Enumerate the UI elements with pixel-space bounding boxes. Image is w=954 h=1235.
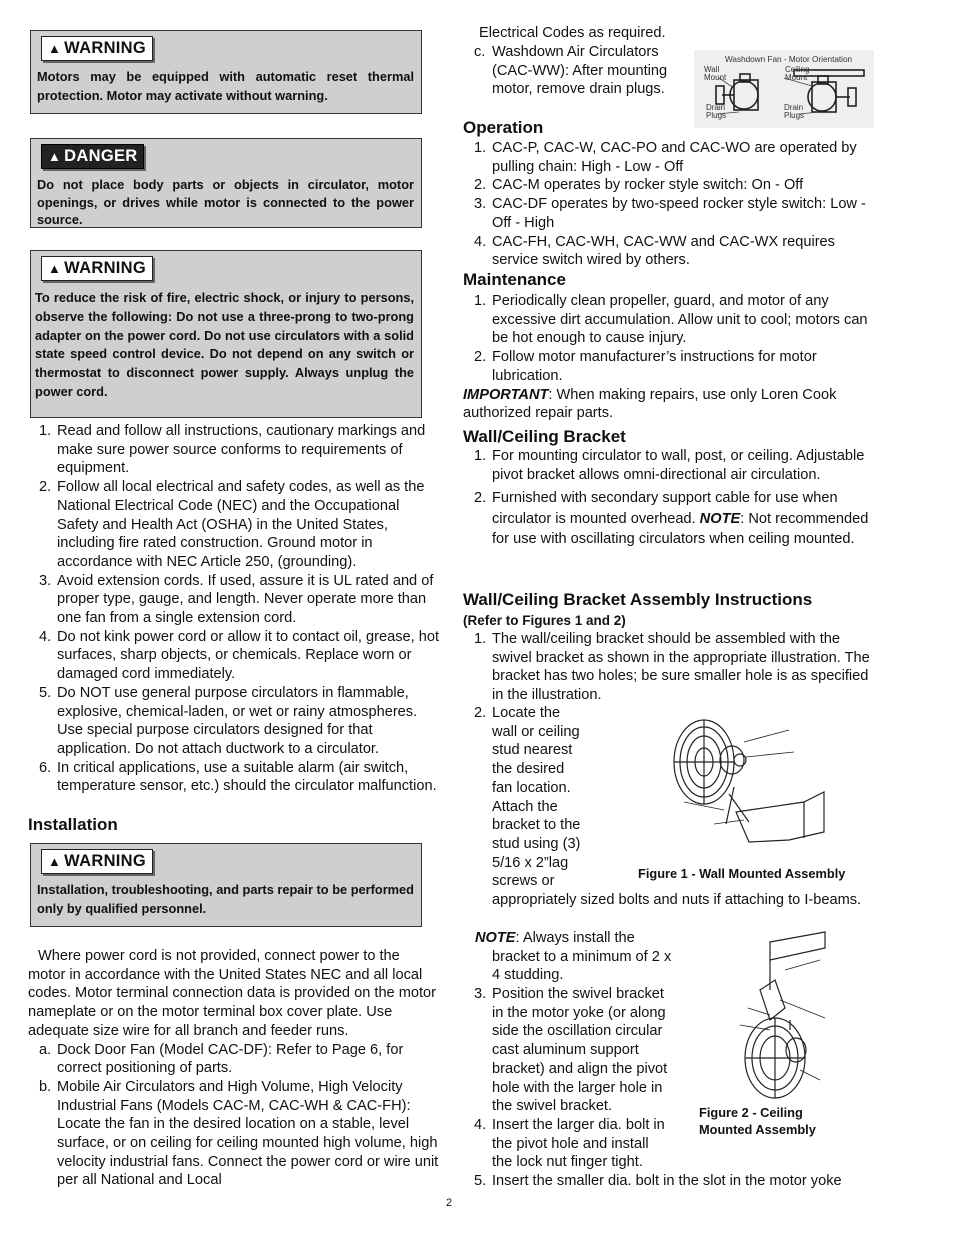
warning-triangle-icon: ▲ — [48, 261, 62, 276]
text-line: the swivel bracket. — [492, 1098, 613, 1115]
operation-item: 3. CAC-DF operates by two-speed rocker style switch: Low - Off - High — [474, 196, 866, 231]
drain-plugs-label: Drain Plugs — [706, 103, 727, 120]
warning-triangle-icon: ▲ — [48, 854, 62, 869]
text-line: 5/16 x 2”lag — [492, 854, 569, 871]
drain-plugs-label: Drain Plugs — [784, 103, 805, 120]
maintenance-list — [463, 292, 873, 423]
text-line: Locate the — [492, 705, 561, 721]
text-line: screws or — [492, 873, 555, 890]
item-c-number: c. — [474, 44, 486, 60]
text-line: hole with the larger hole in — [492, 1079, 663, 1096]
warning-label: ▲ WARNING — [41, 849, 153, 874]
maintenance-item: 1. Periodically clean propeller, guard, and motor of any excessive dirt accumulation. Allow unit to cool; motors can be hot enough to cause injury. — [474, 293, 868, 347]
assembly-item-5: 5. Insert the smaller dia. bolt in the slot in the motor yoke — [474, 1173, 842, 1189]
text-line: the lock nut finger tight. — [492, 1154, 643, 1171]
text-line: stud nearest — [492, 742, 573, 759]
installation-item: b. Mobile Air Circulators and High Volume, High Velocity Industrial Fans (Models CAC-M, CAC-WH & CAC-FH): Locate the fan in the desired location on a stable, level surface, or on ceiling for ceiling mounted high volume, high velocity industrial fans. Connect the power cord or wire unit per all National and Local — [39, 1078, 439, 1189]
installation-paragraph: Where power cord is not provided, connect power to the motor in accordance with the United States NEC and all local codes. Motor terminal connection data is provided on the motor nameplate or on the motor terminal box cover plate. Use adequate size wire for all branch and feeder runs. — [28, 948, 437, 1039]
assembly-heading: Wall/Ceiling Bracket Assembly Instructions — [463, 590, 813, 609]
figure-2-caption: Figure 2 - Ceiling Mounted Assembly — [699, 1105, 816, 1137]
installation-body — [28, 947, 440, 1190]
text-line: wall or ceiling — [492, 723, 580, 740]
assembly-item-1: 1. The wall/ceiling bracket should be assembled with the swivel bracket as shown in the appropriate illustration. The bracket has two holes; be sure smaller hole is as specified in the illustration. — [474, 631, 870, 704]
installation-item: a. Dock Door Fan (Model CAC-DF): Refer to Page 6, for correct positioning of parts. — [39, 1041, 404, 1077]
safety-item: 3. Avoid extension cords. If used, assure it is UL rated and of proper type, gauge, and length. Never operate more than one fan from a single extension cord. — [39, 572, 434, 627]
warning-label: ▲ WARNING — [41, 36, 153, 61]
safety-item: 4. Do not kink power cord or allow it to contact oil, grease, hot surfaces, sharp objects, or chemicals. Replace worn or damaged cord immediately. — [39, 628, 440, 683]
ceiling-mount-label: Ceiling Mount — [785, 65, 810, 82]
assembly-note — [475, 929, 695, 985]
safety-item: 1. Read and follow all instructions, cautionary markings and make sure power source conforms to requirements of equipment. — [39, 423, 426, 477]
warning-text: Motors may be equipped with automatic reset thermal protection. Motor may activate without warning. — [37, 69, 414, 103]
item-c — [463, 43, 683, 99]
note-line: bracket to a minimum of 2 x — [492, 948, 672, 965]
safety-item: 2. Follow all local electrical and safety codes, as well as the National Electrical Code (NEC) and the Occupational Safety and Health Act (OSHA) in the United States, including fire rated construction. Ground motor in accordance with NEC Article 250, (grounding). — [39, 479, 425, 570]
figure-title: Washdown Fan - Motor Orientation — [725, 55, 853, 64]
assembly-item-4: 4. Insert the larger dia. bolt in the pivot hole and install the lock nut finger tight. — [463, 1116, 703, 1172]
note-label: NOTE — [475, 930, 516, 946]
bracket-item-1: 1. For mounting circulator to wall, post, or ceiling. Adjustable pivot bracket allows omni-directional air circulation. — [474, 448, 865, 483]
warning-text: To reduce the risk of fire, electric shock, or injury to persons, observe the following: Do not use a three-prong to two-prong adapter on the power cord. Do not use circulators with a solid state speed control device. Do not depend on any switch or thermostat to disconnect power supply. Always unplug the power cord. — [35, 290, 414, 399]
washdown-motor-orientation-figure — [694, 50, 874, 128]
wall-mount-label: Wall Mount — [704, 65, 727, 82]
figure-2-ceiling-mounted-assembly — [730, 930, 840, 1100]
bracket-item-2: 2. Furnished with secondary support cable for use when circulator is mounted overhead. NOTE: Not recommended for use with oscillating circulators when ceiling mounted. — [474, 490, 869, 548]
safety-item: 5. Do NOT use general purpose circulators in flammable, explosive, chemical-laden, or wet or rainy atmospheres. Use special purpose circulators designed for that application. Do not attach ductwork to a circulator. — [39, 684, 418, 757]
item-c-text: Washdown Air Circulators (CAC-WW): After mounting motor, remove drain plugs. — [492, 44, 668, 98]
warning-box-electrical — [30, 250, 422, 418]
electrical-codes-continued: Electrical Codes as required. — [479, 25, 666, 41]
warning-text: Installation, troubleshooting, and parts repair to be performed only by qualified personnel. — [37, 882, 414, 916]
operation-item: 1. CAC-P, CAC-W, CAC-PO and CAC-WO are operated by pulling chain: High - Low - Off — [474, 140, 857, 175]
text-line: bracket to the — [492, 817, 581, 834]
operation-list — [463, 139, 873, 270]
warning-box-installation — [30, 843, 422, 927]
note-line: NOTE: Always install the — [475, 930, 635, 946]
maintenance-item: 2. Follow motor manufacturer’s instructions for motor lubrication. — [474, 349, 817, 384]
important-note — [463, 386, 873, 423]
important-text: : When making repairs, use only Loren Cook authorized repair parts. — [463, 386, 837, 422]
assembly-item-3: 3. Position the swivel bracket in the motor yoke (or along side the oscillation circular cast aluminum support bracket) and align the pivot hole with the larger hole in the swivel bracket. — [463, 985, 703, 1116]
bracket-list — [463, 447, 873, 550]
installation-heading: Installation — [28, 815, 118, 834]
text-line: stud using (3) — [492, 835, 581, 852]
warning-triangle-icon: ▲ — [48, 41, 62, 56]
warning-label: ▲ WARNING — [41, 256, 153, 281]
safety-item: 6. In critical applications, use a suitable alarm (air switch, temperature sensor, etc.) should the circulator malfunction. — [39, 759, 437, 795]
note-line: 4 studding. — [492, 967, 564, 984]
text-line: in the motor yoke (or along — [492, 1004, 666, 1021]
text-line: side the oscillation circular — [492, 1023, 663, 1040]
text-line: cast aluminum support — [492, 1042, 639, 1059]
operation-item: 2. CAC-M operates by rocker style switch: On - Off — [474, 177, 804, 194]
danger-box — [30, 138, 422, 228]
figure-1-wall-mounted-assembly — [664, 712, 844, 847]
safety-list — [28, 422, 444, 796]
maintenance-heading: Maintenance — [463, 270, 566, 289]
important-label: IMPORTANT — [463, 386, 549, 403]
operation-heading: Operation — [463, 118, 544, 137]
text-line: bracket) and align the pivot — [492, 1060, 668, 1077]
text-line: fan location. — [492, 779, 571, 796]
text-line: Insert the larger dia. bolt in — [492, 1117, 665, 1133]
figure-1-caption: Figure 1 - Wall Mounted Assembly — [638, 866, 846, 881]
text-line: Attach the — [492, 798, 558, 815]
note-label: NOTE — [699, 510, 741, 527]
danger-triangle-icon: ▲ — [48, 149, 62, 164]
assembly-item-2: 2. Locate the wall or ceiling stud nearest the desired fan location. Attach the bracket to the stud using (3) 5/16 x 2”lag screws or appropriately sized bolts and nuts if attaching to I-beams. — [463, 704, 873, 910]
operation-item: 4. CAC-FH, CAC-WH, CAC-WW and CAC-WX requires service switch wired by others. — [474, 233, 835, 269]
danger-text: Do not place body parts or objects in circulator, motor openings, or drives while motor is connected to the power source. — [37, 177, 414, 227]
page-number: 2 — [446, 1197, 453, 1209]
text-line: Position the swivel bracket — [492, 986, 664, 1002]
assembly-subheading: (Refer to Figures 1 and 2) — [463, 613, 626, 628]
bracket-heading: Wall/Ceiling Bracket — [463, 427, 626, 446]
danger-label: ▲ DANGER — [41, 144, 144, 169]
text-line: the pivot hole and install — [492, 1135, 649, 1152]
warning-box-thermal — [30, 30, 422, 114]
text-line: the desired — [492, 761, 565, 778]
